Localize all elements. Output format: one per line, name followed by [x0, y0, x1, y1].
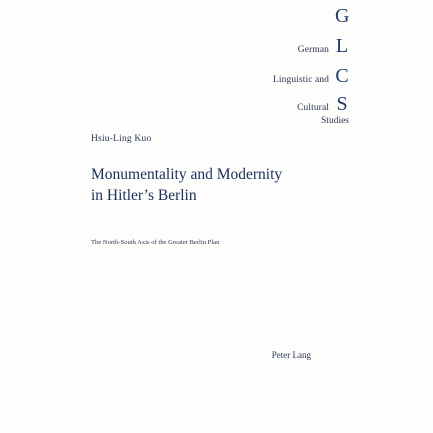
- title-line-1: Monumentality and Modernity: [91, 166, 283, 183]
- series-row-s: [297, 94, 349, 114]
- series-row-l: [298, 36, 349, 56]
- series-word-studies: Studies: [321, 116, 349, 126]
- series-row-g: [329, 6, 349, 26]
- series-row-c: [273, 66, 349, 86]
- series-word-german: German: [297, 45, 329, 55]
- publisher-name: Peter Lang: [271, 350, 311, 360]
- series-letter-s: S: [336, 93, 348, 115]
- series-letter-l: L: [335, 35, 349, 57]
- book-subtitle: The North-South Axis of the Greater Berlin Plan: [91, 239, 220, 246]
- book-title: [91, 164, 391, 206]
- series-letter-c: C: [335, 65, 349, 87]
- series-word-linguistic: Linguistic and: [272, 75, 329, 85]
- author-name: Hsiu-Ling Kuo: [91, 134, 152, 144]
- series-word-cultural: Cultural: [297, 103, 329, 113]
- series-letter-g: G: [335, 5, 350, 27]
- title-line-2: in Hitler’s Berlin: [91, 187, 197, 204]
